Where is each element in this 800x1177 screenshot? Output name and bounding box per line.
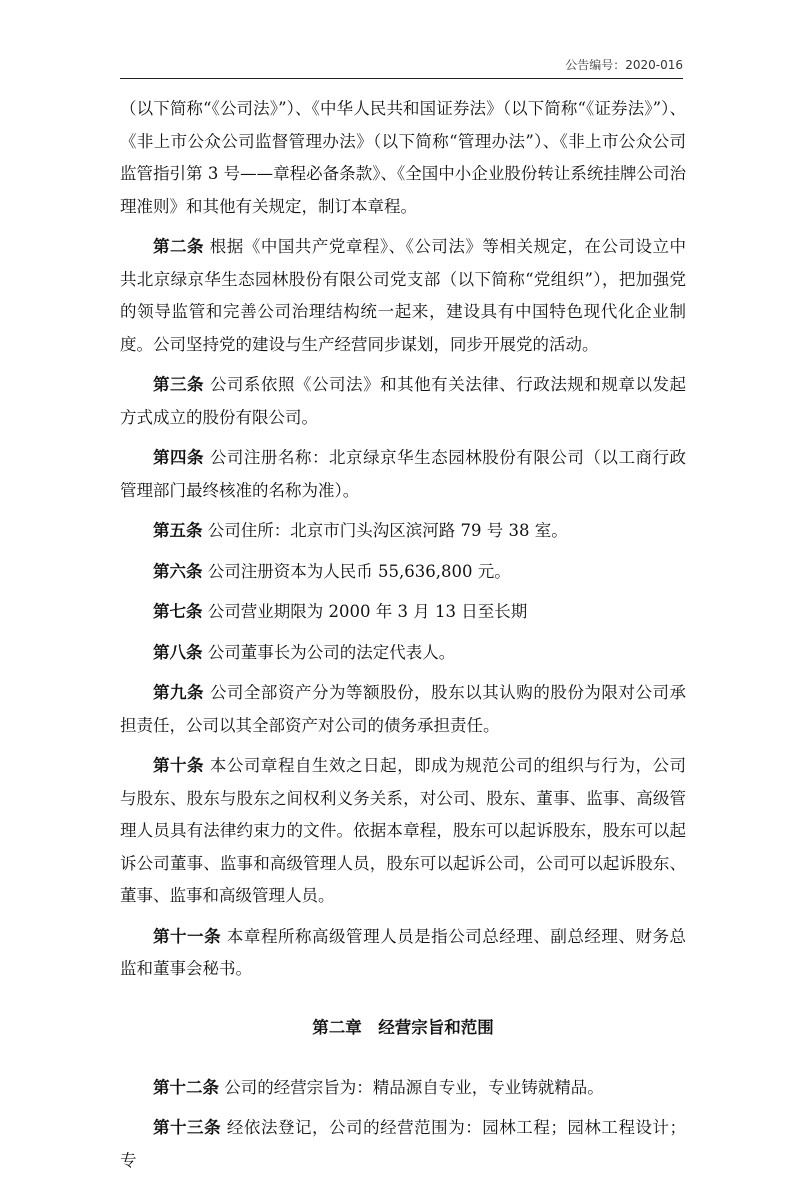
paragraph-text: 根据《中国共产党章程》、《公司法》等相关规定，在公司设立中共北京绿京华生态园林股份有限公司党支部（以下简称“党组织”），把加强党的领导监管和完善公司治理结构统一起来，建设具有中国特色现代化企业制度。公司坚持党的建设与生产经营同步谋划，同步开展党的活动。 <box>120 237 687 354</box>
paragraph-text: 公司注册名称：北京绿京华生态园林股份有限公司（以工商行政管理部门最终核准的名称为准）。 <box>120 448 687 500</box>
article-9 <box>120 677 686 742</box>
article-number: 第十条 <box>153 756 205 775</box>
paragraph-text: 经依法登记，公司的经营范围为：园林工程；园林工程设计；专 <box>120 1118 687 1170</box>
article-11 <box>120 921 686 986</box>
article-number: 第十一条 <box>153 926 222 946</box>
chapter-heading: 第二章 经营宗旨和范围 <box>312 1017 494 1037</box>
paragraph-text: 公司董事长为公司的法定代表人。 <box>207 642 456 662</box>
article-number: 第五条 <box>153 521 203 540</box>
article-13 <box>120 1112 686 1177</box>
paragraph-text: （以下简称“《公司法》”）、《中华人民共和国证券法》（以下简称“《证券法》”）、《非上市公众公司监督管理办法》（以下简称“管理办法”）、《非上市公众公司监管指引第 3 号——章程必备条款》、《全国中小企业股份转让系统挂牌公司治理准则》和其他有关规定，制订本章程。 <box>120 99 686 216</box>
paragraph-text: 公司营业期限为 2000 年 3 月 13 日至长期 <box>207 602 528 621</box>
article-number: 第十二条 <box>153 1077 219 1097</box>
paragraph-text: 公司全部资产分为等额股份，股东以其认购的股份为限对公司承担责任，公司以其全部资产对公司的债务承担责任。 <box>120 683 687 735</box>
article-8 <box>120 637 686 670</box>
article-2 <box>120 231 686 361</box>
article-3 <box>120 369 686 434</box>
announcement-number: 公告编号：2020-016 <box>565 58 683 72</box>
article-12 <box>120 1072 686 1105</box>
document-body <box>120 93 686 1177</box>
article-number: 第七条 <box>153 602 203 621</box>
paragraph-text: 公司的经营宗旨为：精品源自专业，专业铸就精品。 <box>224 1077 604 1097</box>
article-7 <box>120 596 686 629</box>
article-number: 第六条 <box>153 561 203 581</box>
article-number: 第二条 <box>153 237 205 256</box>
paragraph-text: 公司住所：北京市门头沟区滨河路 79 号 38 室。 <box>207 521 568 540</box>
paragraph-text: 本公司章程自生效之日起，即成为规范公司的组织与行为，公司与股东、股东与股东之间权利义务关系，对公司、股东、董事、监事、高级管理人员具有法律约束力的文件。依据本章程，股东可以起诉股东，股东可以起诉公司董事、监事和高级管理人员，股东可以起诉公司，公司可以起诉股东、董事、监事和高级管理人员。 <box>120 756 687 905</box>
article-5 <box>120 515 686 548</box>
article-number: 第八条 <box>153 642 203 662</box>
article-6 <box>120 556 686 589</box>
article-number: 第九条 <box>153 683 205 702</box>
paragraph-text: 本章程所称高级管理人员是指公司总经理、副总经理、财务总监和董事会秘书。 <box>120 926 687 978</box>
article-number: 第三条 <box>153 375 205 394</box>
article-10 <box>120 750 686 913</box>
article-number: 第十三条 <box>153 1118 222 1137</box>
article-4 <box>120 442 686 507</box>
article-number: 第四条 <box>153 448 205 467</box>
paragraph-continuation <box>120 93 686 223</box>
paragraph-text: 公司注册资本为人民币 55,636,800 元。 <box>207 561 511 581</box>
page-header <box>120 50 683 79</box>
paragraph-text: 公司系依照《公司法》和其他有关法律、行政法规和规章以发起方式成立的股份有限公司。 <box>120 375 687 427</box>
